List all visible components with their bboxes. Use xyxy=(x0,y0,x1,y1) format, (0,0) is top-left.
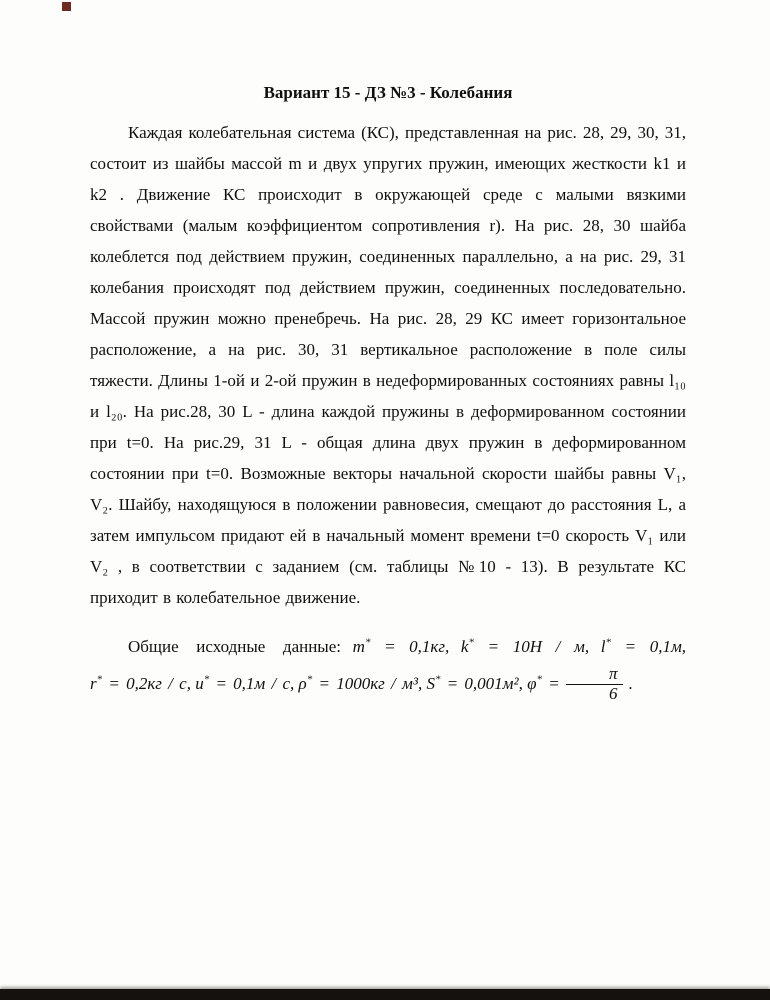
formula-variable: ρ xyxy=(298,673,307,693)
formula-value: = 10Н / м xyxy=(487,637,585,656)
formula-u xyxy=(195,674,294,693)
formula-variable: φ xyxy=(527,673,537,693)
superscript-asterisk: * xyxy=(605,636,611,649)
formula-variable: l xyxy=(600,637,606,656)
formula-separator: , xyxy=(417,673,423,693)
formula-k xyxy=(461,637,589,656)
formula-separator: , xyxy=(518,673,523,693)
formula-value: = 0,1м xyxy=(624,637,682,656)
formula-r xyxy=(90,674,191,693)
formula-S xyxy=(426,674,522,693)
formula-separator: . xyxy=(622,673,634,693)
superscript-asterisk: * xyxy=(536,673,543,686)
formula-rho xyxy=(299,674,423,693)
formula-variable: k xyxy=(460,637,469,656)
formula-m xyxy=(353,637,450,656)
scan-artifact xyxy=(62,2,71,11)
superscript-asterisk: * xyxy=(468,636,474,649)
formula-variable: r xyxy=(90,673,97,693)
fraction-numerator: π xyxy=(566,665,623,685)
page-bottom-edge xyxy=(0,989,770,1000)
superscript-asterisk: * xyxy=(96,673,103,686)
formula-separator: , xyxy=(186,673,191,693)
formula-l xyxy=(601,637,686,656)
superscript-asterisk: * xyxy=(364,636,371,649)
formula-value: = 1000кг / м³ xyxy=(318,673,418,693)
formula-separator: , xyxy=(445,637,450,656)
formula-separator: , xyxy=(681,637,687,656)
superscript-asterisk: * xyxy=(203,673,210,686)
initial-data-paragraph xyxy=(90,629,686,703)
fraction xyxy=(566,665,623,703)
superscript-asterisk: * xyxy=(306,673,313,686)
initial-data-label: Общие исходные данные: xyxy=(128,637,342,656)
formula-value: = 0,001м² xyxy=(446,673,519,693)
formula-value: = 0,1м / с xyxy=(215,673,291,693)
formula-value: = xyxy=(548,673,560,693)
formula-value: = 0,1кг xyxy=(384,637,446,656)
body-paragraph: Каждая колебательная система (КС), представленная на рис. 28, 29, 30, 31, состоит из шайбы массой m и двух упругих пружин, имеющих жесткости k1 и k2 . Движение КС происходит в окружающей среде с малыми вязкими свойствами (малым коэффициентом сопротивления r). На рис. 28, 30 шайба колеблется под действием пружин, соединенных параллельно, а на рис. 29, 31 колебания происходят под действием пружин, соединенных последовательно. Массой пружин можно пренебречь. На рис. 28, 29 КС имеет горизонтальное расположение, а на рис. 30, 31 вертикальное расположение в поле силы тяжести. Длины 1-ой и 2-ой пружин в недеформированных состояниях равны l₁₀ и l₂₀. На рис.28, 30 L - длина каждой пружины в деформированном состоянии при t=0. На рис.29, 31 L - общая длина двух пружин в деформированном состоянии при t=0. Возможные векторы начальной скорости шайбы равны V₁, V₂. Шайбу, находящуюся в положении равновесия, смещают до расстояния L, а затем импульсом придают ей в начальный момент времени t=0 скорость V₁ или V₂ , в соответствии с заданием (см. таблицы №10 - 13). В результате КС приходит в колебательное движение. xyxy=(90,123,686,607)
formula-separator: , xyxy=(290,673,295,693)
superscript-asterisk: * xyxy=(434,673,441,686)
formula-separator: , xyxy=(584,637,590,656)
formula-variable: m xyxy=(352,637,365,656)
formula-value: = 0,2кг / с xyxy=(108,673,187,693)
formula-variable: u xyxy=(195,673,204,693)
formula-variable: S xyxy=(426,673,435,693)
fraction-denominator: 6 xyxy=(609,683,618,703)
document-title: Вариант 15 - ДЗ №3 - Колебания xyxy=(263,83,513,102)
formula-phi xyxy=(527,664,634,703)
document-page xyxy=(90,82,686,703)
